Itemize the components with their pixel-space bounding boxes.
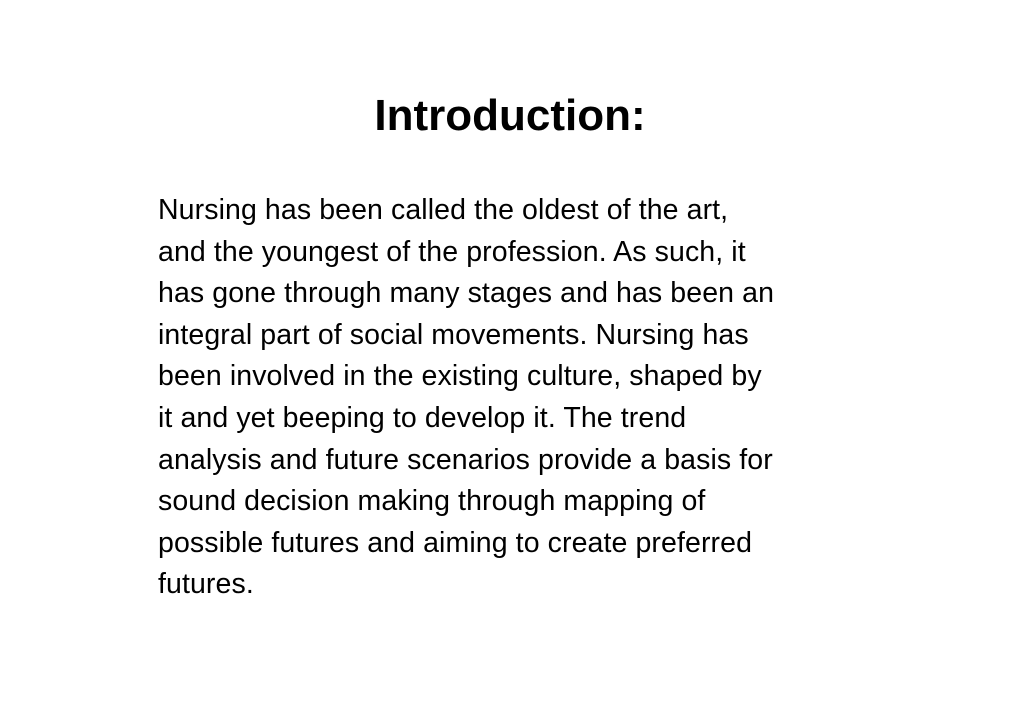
body-line: futures. <box>158 568 254 601</box>
body-line: sound decision making through mapping of <box>158 485 706 518</box>
slide-body-text <box>158 190 918 606</box>
body-line: possible futures and aiming to create preferred <box>158 526 753 559</box>
body-line: been involved in the existing culture, shaped by <box>158 360 762 393</box>
body-line: has gone through many stages and has been an <box>158 277 775 310</box>
body-line: and the youngest of the profession. As such, it <box>158 235 746 268</box>
body-line: integral part of social movements. Nursing has <box>158 318 749 351</box>
body-line: Nursing has been called the oldest of the art, <box>158 194 729 226</box>
slide-title: Introduction: <box>374 91 646 140</box>
body-line: analysis and future scenarios provide a basis for <box>158 443 773 476</box>
body-line: it and yet beeping to develop it. The trend <box>158 401 687 434</box>
